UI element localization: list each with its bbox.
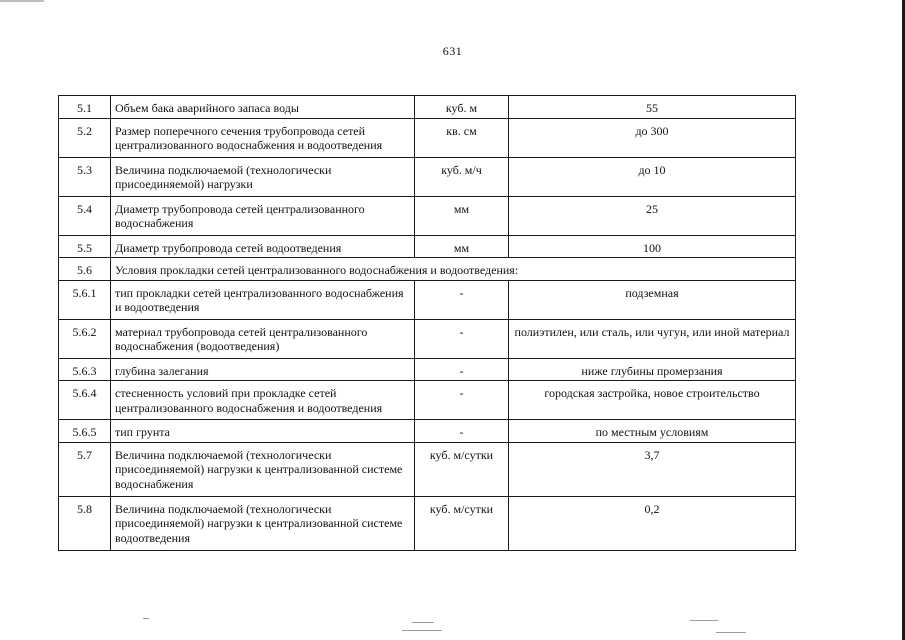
row-unit: - <box>415 280 509 319</box>
row-number: 5.6.4 <box>59 381 111 420</box>
row-value: городская застройка, новое строительство <box>509 381 796 420</box>
table-row <box>59 235 796 258</box>
scan-speck <box>690 620 718 621</box>
row-value: 55 <box>509 96 796 119</box>
table-row-section <box>59 258 796 281</box>
scan-edge-mark <box>0 0 44 2</box>
row-unit: куб. м <box>415 96 509 119</box>
row-number: 5.8 <box>59 496 111 550</box>
row-unit: куб. м/ч <box>415 157 509 196</box>
row-value: ниже глубины промерзания <box>509 358 796 381</box>
row-number: 5.2 <box>59 118 111 157</box>
page-number: 631 <box>442 44 463 58</box>
row-description: Размер поперечного сечения трубопровода сетей централизованного водоснабжения и водоотведения <box>111 118 415 157</box>
table-row <box>59 358 796 381</box>
row-value: 0,2 <box>509 496 796 550</box>
row-value: до 300 <box>509 118 796 157</box>
row-value: 25 <box>509 196 796 235</box>
row-unit: - <box>415 420 509 443</box>
row-unit: мм <box>415 235 509 258</box>
scan-speck <box>402 630 442 631</box>
table-row <box>59 96 796 119</box>
table-row <box>59 157 796 196</box>
row-unit: - <box>415 319 509 358</box>
specification-table <box>58 95 796 551</box>
row-value: полиэтилен, или сталь, или чугун, или иной материал <box>509 319 796 358</box>
table-row <box>59 196 796 235</box>
row-number: 5.1 <box>59 96 111 119</box>
row-number: 5.6 <box>59 258 111 281</box>
section-heading: Условия прокладки сетей централизованного водоснабжения и водоотведения: <box>111 258 796 281</box>
table-row <box>59 420 796 443</box>
row-unit: куб. м/сутки <box>415 442 509 496</box>
scan-speck <box>716 632 746 633</box>
row-description: материал трубопровода сетей централизованного водоснабжения (водоотведения) <box>111 319 415 358</box>
row-number: 5.6.2 <box>59 319 111 358</box>
row-description: тип грунта <box>111 420 415 443</box>
row-number: 5.7 <box>59 442 111 496</box>
row-description: стесненность условий при прокладке сетей централизованного водоснабжения и водоотведения <box>111 381 415 420</box>
row-description: Диаметр трубопровода сетей централизованного водоснабжения <box>111 196 415 235</box>
table-row <box>59 496 796 550</box>
row-unit: мм <box>415 196 509 235</box>
row-number: 5.6.5 <box>59 420 111 443</box>
row-value: 3,7 <box>509 442 796 496</box>
row-value: 100 <box>509 235 796 258</box>
row-description: Объем бака аварийного запаса воды <box>111 96 415 119</box>
row-unit: кв. см <box>415 118 509 157</box>
table-row <box>59 319 796 358</box>
row-description: глубина залегания <box>111 358 415 381</box>
row-number: 5.6.1 <box>59 280 111 319</box>
table-row <box>59 381 796 420</box>
row-description: Величина подключаемой (технологически присоединяемой) нагрузки к централизованной системе водоотведения <box>111 496 415 550</box>
row-unit: - <box>415 358 509 381</box>
row-description: Величина подключаемой (технологически присоединяемой) нагрузки к централизованной системе водоснабжения <box>111 442 415 496</box>
scan-speck <box>143 618 149 619</box>
row-number: 5.3 <box>59 157 111 196</box>
row-number: 5.5 <box>59 235 111 258</box>
row-value: подземная <box>509 280 796 319</box>
scan-speck <box>412 622 434 623</box>
table-row <box>59 442 796 496</box>
row-number: 5.4 <box>59 196 111 235</box>
row-description: Величина подключаемой (технологически присоединяемой) нагрузки <box>111 157 415 196</box>
table-row <box>59 280 796 319</box>
row-value: по местным условиям <box>509 420 796 443</box>
table-row <box>59 118 796 157</box>
row-unit: - <box>415 381 509 420</box>
row-description: тип прокладки сетей централизованного водоснабжения и водоотведения <box>111 280 415 319</box>
row-value: до 10 <box>509 157 796 196</box>
row-unit: куб. м/сутки <box>415 496 509 550</box>
row-number: 5.6.3 <box>59 358 111 381</box>
row-description: Диаметр трубопровода сетей водоотведения <box>111 235 415 258</box>
